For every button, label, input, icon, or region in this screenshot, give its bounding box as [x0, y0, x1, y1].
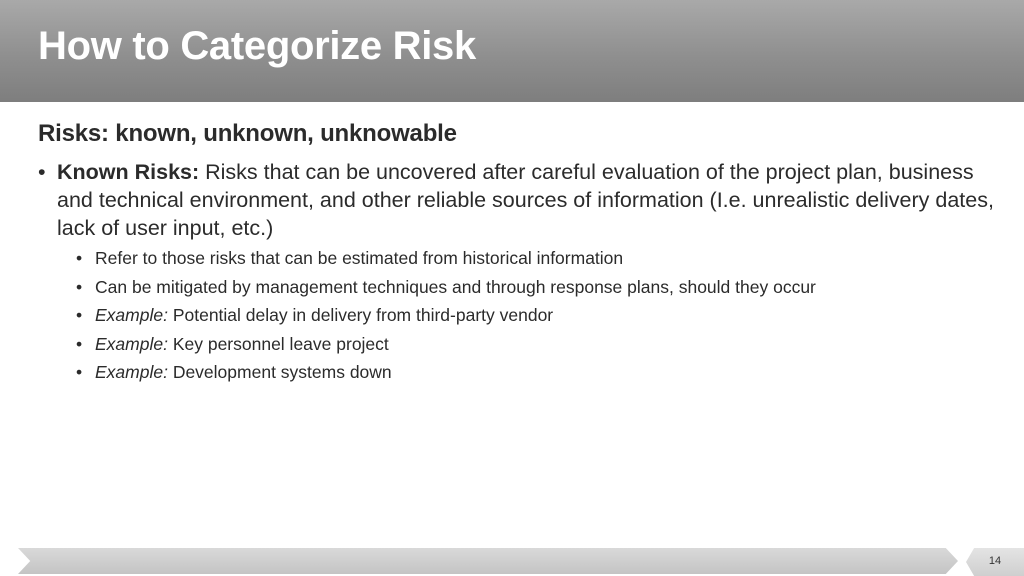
sub-bullet-list — [38, 244, 994, 387]
bullet-dot-icon: • — [38, 160, 46, 184]
slide-title: How to Categorize Risk — [38, 24, 476, 68]
sub-bullet-item — [76, 244, 994, 273]
known-risks-text: Risks that can be uncovered after careful evaluation of the project plan, business and technical environment, and other reliable sources of information (I.e. unrealistic delivery dates, lack of user input, etc.) — [57, 160, 994, 240]
bullet-dot-icon: • — [76, 333, 83, 354]
bullet-dot-icon: • — [76, 305, 83, 326]
sub-bullet-text: Potential delay in delivery from third-party vendor — [167, 305, 554, 326]
bullet-dot-icon: • — [76, 248, 83, 268]
example-prefix: Example: — [95, 333, 168, 354]
example-prefix: Example: — [95, 305, 168, 326]
sub-bullet-item — [76, 301, 994, 330]
sub-bullet-text: Development systems down — [167, 362, 392, 383]
sub-bullet-item — [76, 330, 994, 359]
sub-bullet-item — [76, 358, 994, 387]
slide-heading: Risks: known, unknown, unknowable — [38, 120, 457, 147]
slide-content — [38, 120, 994, 387]
footer-bar — [18, 548, 958, 574]
sub-bullet-item — [76, 273, 994, 302]
known-risks-label: Known Risks: — [57, 160, 200, 184]
bullet-dot-icon: • — [76, 362, 83, 383]
bullet-dot-icon: • — [76, 276, 83, 297]
example-prefix: Example: — [95, 362, 168, 383]
page-number: 14 — [988, 555, 1002, 567]
known-risks-bullet — [38, 158, 994, 242]
title-bar — [0, 0, 1024, 102]
sub-bullet-text: Key personnel leave project — [167, 333, 389, 354]
sub-bullet-text: Can be mitigated by management techniques and through response plans, should they occur — [95, 276, 816, 297]
sub-bullet-text: Refer to those risks that can be estimated from historical information — [95, 248, 624, 268]
